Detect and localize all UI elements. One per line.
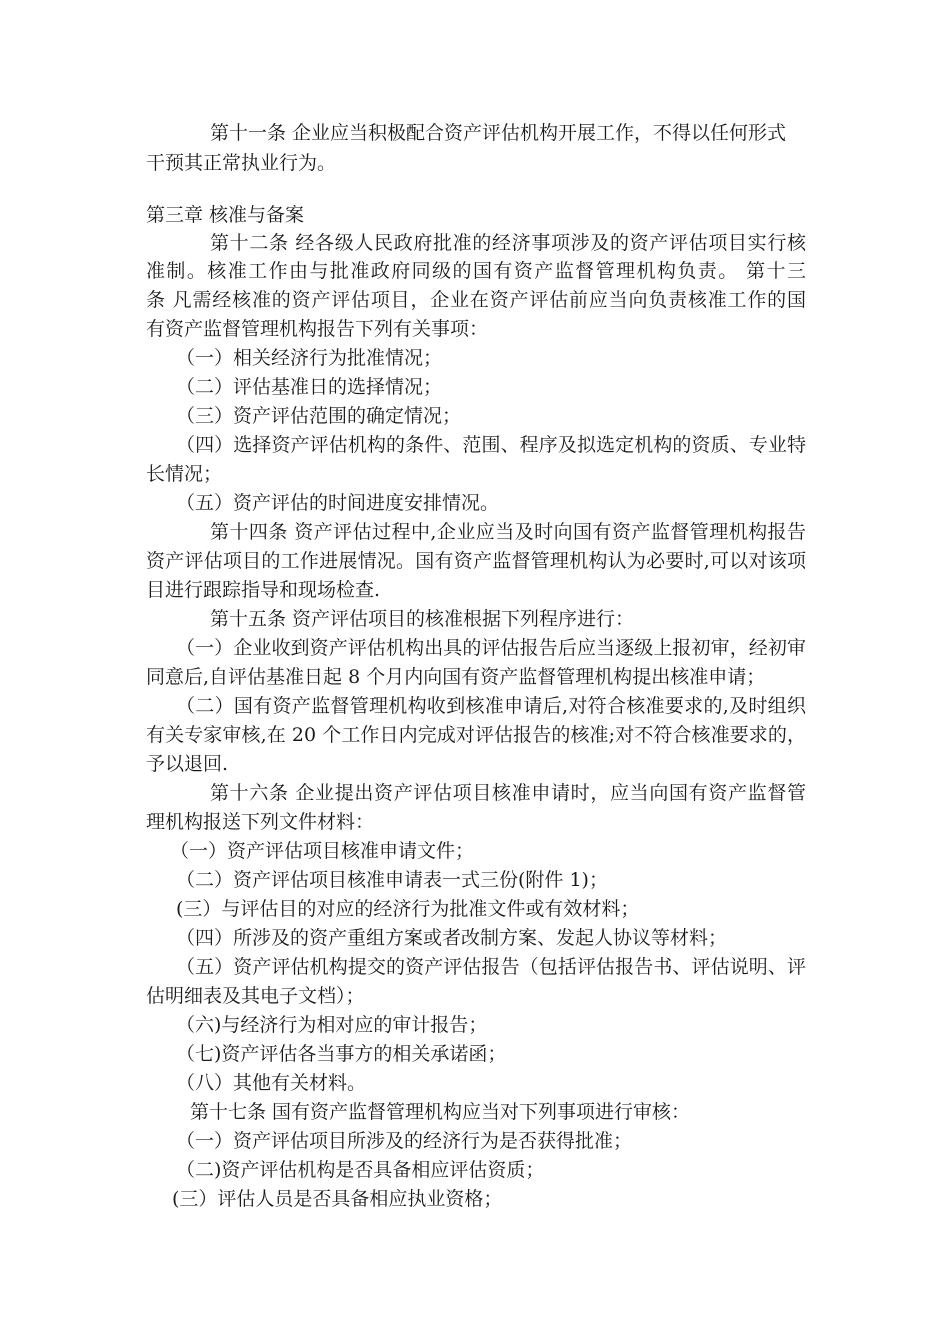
article-16-item-2: （二）资产评估项目核准申请表一式三份(附件 1)；	[176, 869, 608, 891]
article-17-item-3: (三）评估人员是否具备相应执业资格；	[172, 1188, 503, 1210]
article-16-item-6: （六)与经济行为相对应的审计报告；	[176, 1014, 488, 1036]
article-14-line-3: 目进行跟踪指导和现场检查.	[146, 579, 381, 601]
article-13-item-4-line-2: 长情况；	[146, 463, 223, 485]
article-13-item-1: （一）相关经济行为批准情况；	[176, 347, 443, 369]
article-11-line-1: 第十一条 企业应当积极配合资产评估机构开展工作，不得以任何形式	[210, 122, 787, 144]
article-12-line-2: 准制。核准工作由与批准政府同级的国有资产监督管理机构负责。 第十三	[146, 260, 806, 282]
article-15-item-1-line-1: （一）企业收到资产评估机构出具的评估报告后应当逐级上报初审，经初审	[176, 637, 806, 659]
article-13-item-3: （三）资产评估范围的确定情况；	[176, 405, 462, 427]
article-17-item-1: （一）资产评估项目所涉及的经济行为是否获得批准；	[176, 1130, 633, 1152]
article-16-line-2: 理机构报送下列文件材料：	[146, 811, 375, 833]
article-15-item-1-line-2: 同意后,自评估基准日起 8 个月内向国有资产监督管理机构提出核准申请；	[146, 666, 766, 688]
article-11-line-2: 干预其正常执业行为。	[146, 152, 337, 174]
article-13-item-4-line-1: （四）选择资产评估机构的条件、范围、程序及拟选定机构的资质、专业特	[176, 434, 806, 456]
article-15-item-2-line-2: 有关专家审核,在 20 个工作日内完成对评估报告的核准;对不符合核准要求的，	[146, 724, 806, 746]
article-16-line-1: 第十六条 企业提出资产评估项目核准申请时，应当向国有资产监督管	[210, 782, 806, 804]
article-16-item-1: （一）资产评估项目核准申请文件；	[170, 840, 475, 862]
article-15-item-2-line-3: 予以退回.	[146, 753, 229, 775]
article-15-line-1: 第十五条 资产评估项目的核准根据下列程序进行：	[210, 608, 635, 630]
article-16-item-8: （八）其他有关材料。	[176, 1072, 367, 1094]
article-16-item-4: （四）所涉及的资产重组方案或者改制方案、发起人协议等材料；	[176, 927, 728, 949]
article-16-item-5-line-2: 估明细表及其电子文档）；	[146, 985, 365, 1007]
article-13-line-1: 条 凡需经核准的资产评估项目，企业在资产评估前应当向负责核准工作的国	[146, 289, 806, 311]
article-13-item-2: （二）评估基准日的选择情况；	[176, 376, 443, 398]
article-12-line-1: 第十二条 经各级人民政府批准的经济事项涉及的资产评估项目实行核	[210, 232, 806, 254]
article-14-line-2: 资产评估项目的工作进展情况。国有资产监督管理机构认为必要时,可以对该项	[146, 550, 806, 572]
article-17-line-1: 第十七条 国有资产监督管理机构应当对下列事项进行审核：	[190, 1101, 691, 1123]
article-14-line-1: 第十四条 资产评估过程中,企业应当及时向国有资产监督管理机构报告	[210, 521, 806, 543]
article-13-item-5: （五）资产评估的时间进度安排情况。	[176, 492, 500, 514]
chapter-3-heading: 第三章 核准与备案	[146, 204, 305, 226]
article-13-line-2: 有资产监督管理机构报告下列有关事项：	[146, 318, 489, 340]
article-17-item-2: （二)资产评估机构是否具备相应评估资质；	[176, 1159, 545, 1181]
article-16-item-3: (三）与评估目的对应的经济行为批准文件或有效材料；	[176, 898, 640, 920]
article-16-item-5-line-1: （五）资产评估机构提交的资产评估报告（包括评估报告书、评估说明、评	[176, 956, 806, 978]
article-15-item-2-line-1: （二）国有资产监督管理机构收到核准申请后,对符合核准要求的,及时组织	[176, 695, 806, 717]
article-16-item-7: （七)资产评估各当事方的相关承诺函；	[176, 1043, 507, 1065]
